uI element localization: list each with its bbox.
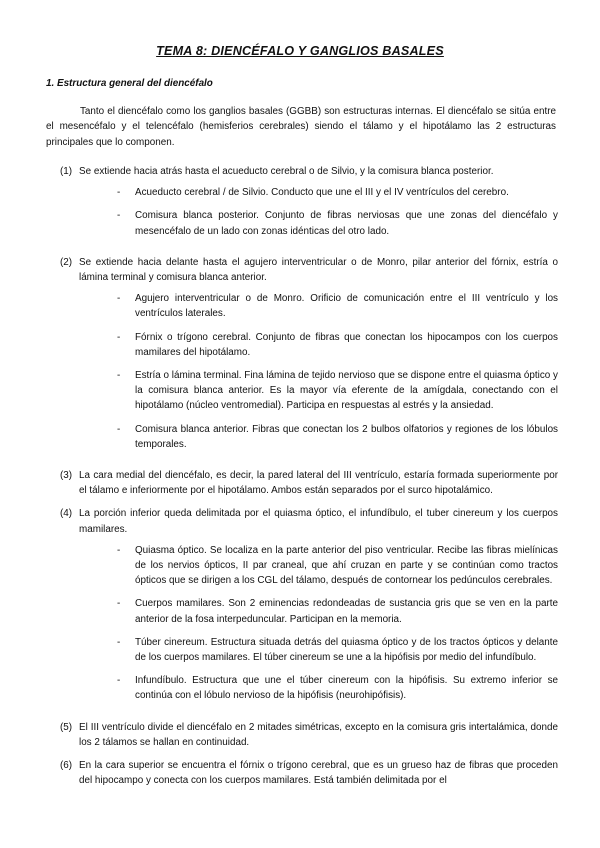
sub-item [117,635,558,665]
sub-item-text: Comisura blanca anterior. Fibras que conectan los 2 bulbos olfatorios y regiones de los lóbulos temporales. [135,423,558,450]
item-text: La cara medial del diencéfalo, es decir, la pared lateral del III ventrículo, estaría formada superiormente por el tálamo e inferiormente por el hipotálamo. Ambos están separados por el surco hipotalámico. [79,470,558,497]
sub-list [79,291,558,452]
sub-item [117,422,558,452]
sub-list [79,185,558,239]
item-number: (2) [60,256,73,268]
sub-item-text: Agujero interventricular o de Monro. Orificio de comunicación entre el III ventrículo y los ventrículos laterales. [135,293,558,320]
sub-item-text: Acueducto cerebral / de Silvio. Conducto que une el III y el IV ventrículos del cerebro. [135,187,509,199]
sub-item-text: Estría o lámina terminal. Fina lámina de tejido nervioso que se dispone entre el quiasma óptico y la comisura blanca anterior. Es la mayor vía eferente de la amígdala, conectando con el hipotálamo (núcleo ventromedial). Participa en respuestas al estrés y la ansiedad. [135,370,558,412]
sub-item-text: Quiasma óptico. Se localiza en la parte anterior del piso ventricular. Recibe las fibras mielínicas de los nervios ópticos, II par craneal, que ahí cruzan en parte y se continúan como tractos ópticos que se dirigen a los CGL del tálamo, después de contornear los pedúnculos cerebrales. [135,544,558,587]
dash-marker: - [117,293,121,305]
item-text: En la cara superior se encuentra el fórnix o trígono cerebral, que es un grueso haz de fibras que proceden del hipocampo y conecta con los cuerpos mamilares. Está también delimitada por el [79,760,558,787]
sub-item [117,208,558,238]
item-text: Se extiende hacia delante hasta el agujero interventricular o de Monro, pilar anterior del fórnix, estría o lámina terminal y comisura blanca anterior. [79,256,558,284]
dash-marker: - [117,544,121,556]
item-number: (6) [60,760,73,772]
list-item [60,468,558,498]
sub-item [117,543,558,589]
sub-item [117,673,558,703]
list-item [60,720,558,750]
dash-marker: - [117,210,121,222]
sub-item [117,291,558,321]
sub-item [117,368,558,414]
dash-marker: - [117,636,121,648]
section-heading: 1. Estructura general del diencéfalo [46,78,213,89]
sub-list [79,543,558,704]
sub-item [117,596,558,626]
list-item [60,758,558,788]
list-item [60,164,558,247]
list-item [60,255,558,460]
item-text: Se extiende hacia atrás hasta el acueducto cerebral o de Silvio, y la comisura blanca posterior. [79,166,494,177]
sub-item-text: Fórnix o trígono cerebral. Conjunto de fibras que conectan los hipocampos con los cuerpos mamilares del hipotálamo. [135,331,558,358]
sub-item [117,330,558,360]
item-number: (3) [60,470,73,482]
sub-item-text: Cuerpos mamilares. Son 2 eminencias redondeadas de sustancia gris que se ven en la parte anterior de la fosa interpeduncular. Participan en la memoria. [135,598,558,625]
item-number: (4) [60,508,73,520]
sub-item-text: Túber cinereum. Estructura situada detrás del quiasma óptico y de los tractos ópticos y delante de los cuerpos mamilares. El túber cinereum se une a la hipófisis por medio del infundíbulo. [135,636,558,664]
item-text: La porción inferior queda delimitada por el quiasma óptico, el infundíbulo, el tuber cinereum y los cuerpos mamilares. [79,508,558,535]
numbered-list [60,164,558,797]
item-number: (1) [60,166,73,177]
sub-item-text: Infundíbulo. Estructura que une el túber cinereum con la hipófisis. Su extremo inferior se continúa con el lóbulo nervioso de la hipófisis (neurohipófisis). [135,675,558,702]
intro-paragraph: Tanto el diencéfalo como los ganglios basales (GGBB) son estructuras internas. El diencéfalo se sitúa entre el mesencéfalo y el telencéfalo (hemisferios cerebrales) siendo el tálamo y el hipotálamo las 2 estructuras principales que lo componen. [46,106,556,148]
item-number: (5) [60,721,73,733]
dash-marker: - [117,423,121,435]
dash-marker: - [117,675,121,687]
list-item [60,506,558,711]
dash-marker: - [117,598,121,610]
dash-marker: - [117,370,121,382]
sub-item [117,185,558,200]
dash-marker: - [117,187,121,199]
page-title: TEMA 8: DIENCÉFALO Y GANGLIOS BASALES [156,44,444,58]
sub-item-text: Comisura blanca posterior. Conjunto de fibras nerviosas que une zonas del diencéfalo y mesencéfalo de un lado con zonas idénticas del otro lado. [135,210,558,237]
item-text: El III ventrículo divide el diencéfalo en 2 mitades simétricas, excepto en la comisura gris intertalámica, donde los 2 tálamos se hallan en continuidad. [79,721,558,748]
dash-marker: - [117,331,121,343]
